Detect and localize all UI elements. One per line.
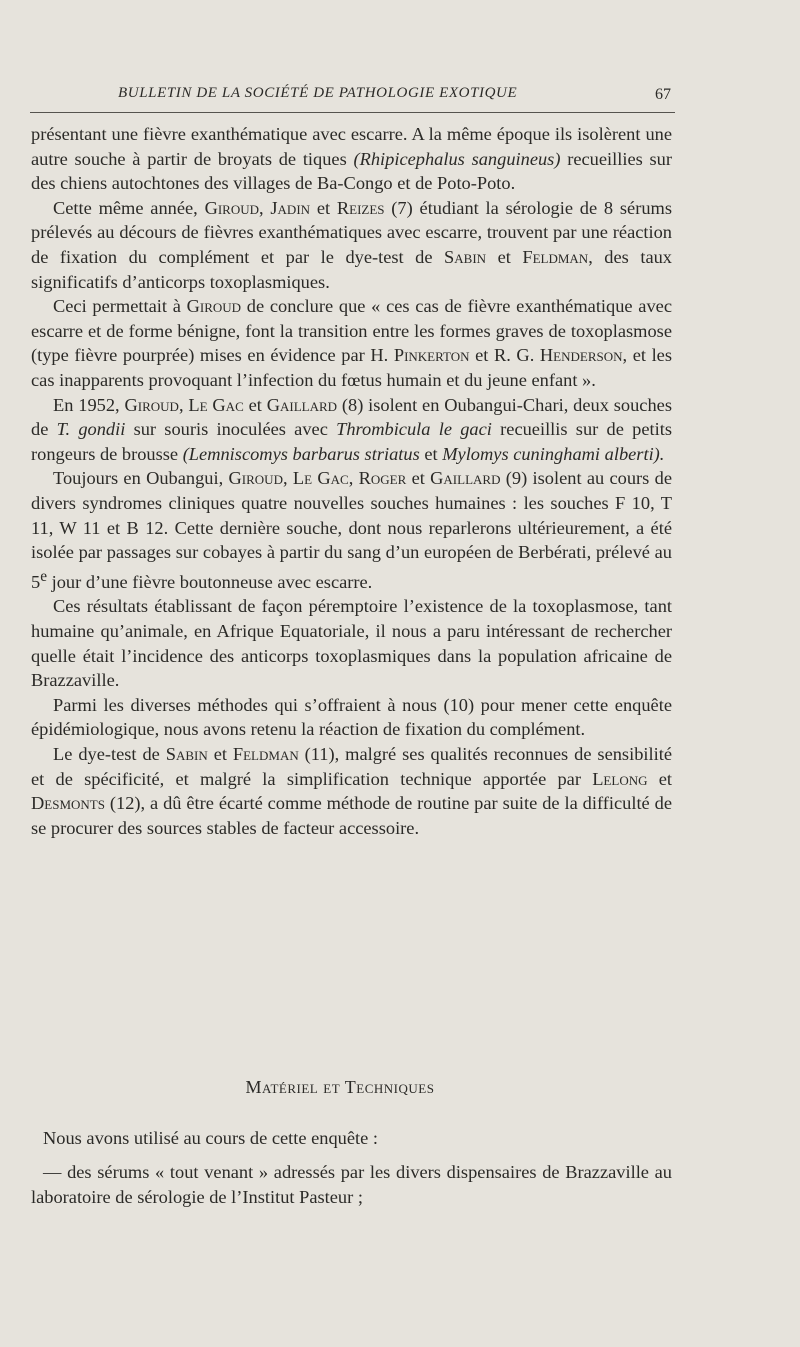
author-name: Sabin xyxy=(444,246,487,267)
text-run: Ceci permettait à xyxy=(53,296,187,317)
text-run: , et les cas inapparents provoquant l’infection du fœtus humain et du jeune enfant ». xyxy=(31,345,672,390)
paragraph xyxy=(31,196,672,294)
author-name: Giroud xyxy=(124,394,179,415)
author-name: Le Gac xyxy=(292,468,349,489)
text-run: (7) étudiant la sérologie de 8 sérums prélevés au décours de fièvres exanthématiques avec escarre, trouvent par une réaction de fixation du complément et par le dye-test de xyxy=(31,197,672,267)
paragraph xyxy=(31,594,672,692)
text-run: , xyxy=(259,197,271,218)
italic-text: (Lemniscomys barbarus striatus xyxy=(182,443,420,464)
paragraph xyxy=(31,466,672,594)
text-run: et xyxy=(406,468,431,489)
author-name: Giroud xyxy=(186,296,242,317)
text-run: Toujours en Oubangui, xyxy=(53,468,229,489)
text-run: et xyxy=(310,197,337,218)
text-run: (9) isolent au cours de divers syndromes cliniques quatre nouvelles souches humaines : les souches F 10, T 11, W 11 et B 12. Cette dernière souche, dont nous reparlerons ultérieurement, a été isolée par passages sur cobayes à partir du sang d’un européen de Berbérati, prélevé au 5 xyxy=(31,468,672,592)
section-heading: Matériel et Techniques xyxy=(245,1077,435,1097)
author-name: Feldman xyxy=(522,246,589,267)
text-run: de conclure que « ces cas de fièvre exanthématique avec escarre et de forme bénigne, font la transition entre les formes graves de toxoplasmose (type fièvre pourprée) mises en évidence par H. xyxy=(31,296,672,366)
text-run: (11), malgré ses qualités reconnues de sensibilité et de spécificité, et malgré la simplification technique apportée par xyxy=(31,743,672,789)
text-run: jour d’une fièvre boutonneuse avec escarre. xyxy=(47,571,373,592)
text-run: recueillies sur des chiens autochtones des villages de Ba-Congo et de Poto-Poto. xyxy=(31,148,672,194)
text-run: , des taux significatifs d’anticorps toxoplasmiques. xyxy=(31,246,672,292)
author-name: Gaillard xyxy=(430,468,501,489)
running-header xyxy=(30,74,675,113)
paragraph: Nous avons utilisé au cours de cette enquête : xyxy=(43,1128,379,1148)
text-run: , xyxy=(178,394,189,415)
author-name: Roger xyxy=(358,468,407,489)
text-run: , xyxy=(282,468,293,489)
text-run: Parmi les diverses méthodes qui s’offraient à nous (10) pour mener cette enquête épidémiologique, nous avons retenu la réaction de fixation du complément. xyxy=(31,694,672,740)
text-run: , xyxy=(348,468,359,489)
italic-text: Thrombicula le gaci xyxy=(336,419,492,440)
text-run: et xyxy=(419,443,443,464)
text-run: (12), a dû être écarté comme méthode de routine par suite de la difficulté de se procurer des sources stables de facteur accessoire. xyxy=(31,793,672,838)
paragraph xyxy=(31,393,672,467)
author-name: Le Gac xyxy=(188,394,244,415)
text-run: sur souris inoculées avec xyxy=(125,419,337,440)
page-number: 67 xyxy=(655,86,671,103)
paragraph xyxy=(31,742,672,840)
author-name: Jadin xyxy=(270,197,311,218)
text-run: et R. G. xyxy=(469,345,540,366)
italic-text: T. gondii xyxy=(56,419,126,440)
paragraph xyxy=(31,294,672,392)
text-run: recueillis sur de petits rongeurs de brousse xyxy=(31,419,672,464)
running-title: BULLETIN DE LA SOCIÉTÉ DE PATHOLOGIE EXOTIQUE xyxy=(118,85,518,101)
author-name: Reizes xyxy=(336,197,385,218)
text-run: Le dye-test de xyxy=(53,743,166,764)
italic-text: Mylomys cuninghami alberti). xyxy=(442,443,665,464)
list-item: — des sérums « tout venant » adressés par les divers dispensaires de Brazzaville au laboratoire de sérologie de l’Institut Pasteur ; xyxy=(31,1162,672,1207)
superscript: e xyxy=(40,567,48,585)
text-run: et xyxy=(243,394,267,415)
author-name: Sabin xyxy=(165,743,208,764)
author-name: Feldman xyxy=(232,743,299,764)
author-name: Pinkerton xyxy=(393,345,470,366)
author-name: Giroud xyxy=(204,197,260,218)
author-name: Henderson xyxy=(539,345,623,366)
author-name: Lelong xyxy=(592,768,648,789)
text-run: En 1952, xyxy=(53,394,125,415)
text-run: Cette même année, xyxy=(53,197,205,218)
text-run: et xyxy=(207,743,233,764)
author-name: Gaillard xyxy=(266,394,338,415)
text-run: et xyxy=(486,246,523,267)
author-name: Giroud xyxy=(228,468,283,489)
text-run: et xyxy=(647,768,672,789)
text-run: présentant une fièvre exanthématique avec escarre. A la même époque ils isolèrent une autre souche à partir de broyats de tiques xyxy=(31,124,672,169)
paragraph xyxy=(31,122,672,196)
paragraph xyxy=(31,693,672,742)
italic-text: (Rhipicephalus sanguineus) xyxy=(353,148,561,169)
section-body xyxy=(31,1126,672,1219)
author-name: Desmonts xyxy=(31,793,105,814)
text-run: Ces résultats établissant de façon péremptoire l’existence de la toxoplasmose, tant humaine qu’animale, en Afrique Equatoriale, il nous a paru intéressant de rechercher quelle était l’incidence des anticorps toxoplasmiques dans la population africaine de Brazzaville. xyxy=(31,596,672,691)
text-run: (8) isolent en Oubangui-Chari, deux souches de xyxy=(31,394,672,440)
body-text xyxy=(31,122,672,840)
